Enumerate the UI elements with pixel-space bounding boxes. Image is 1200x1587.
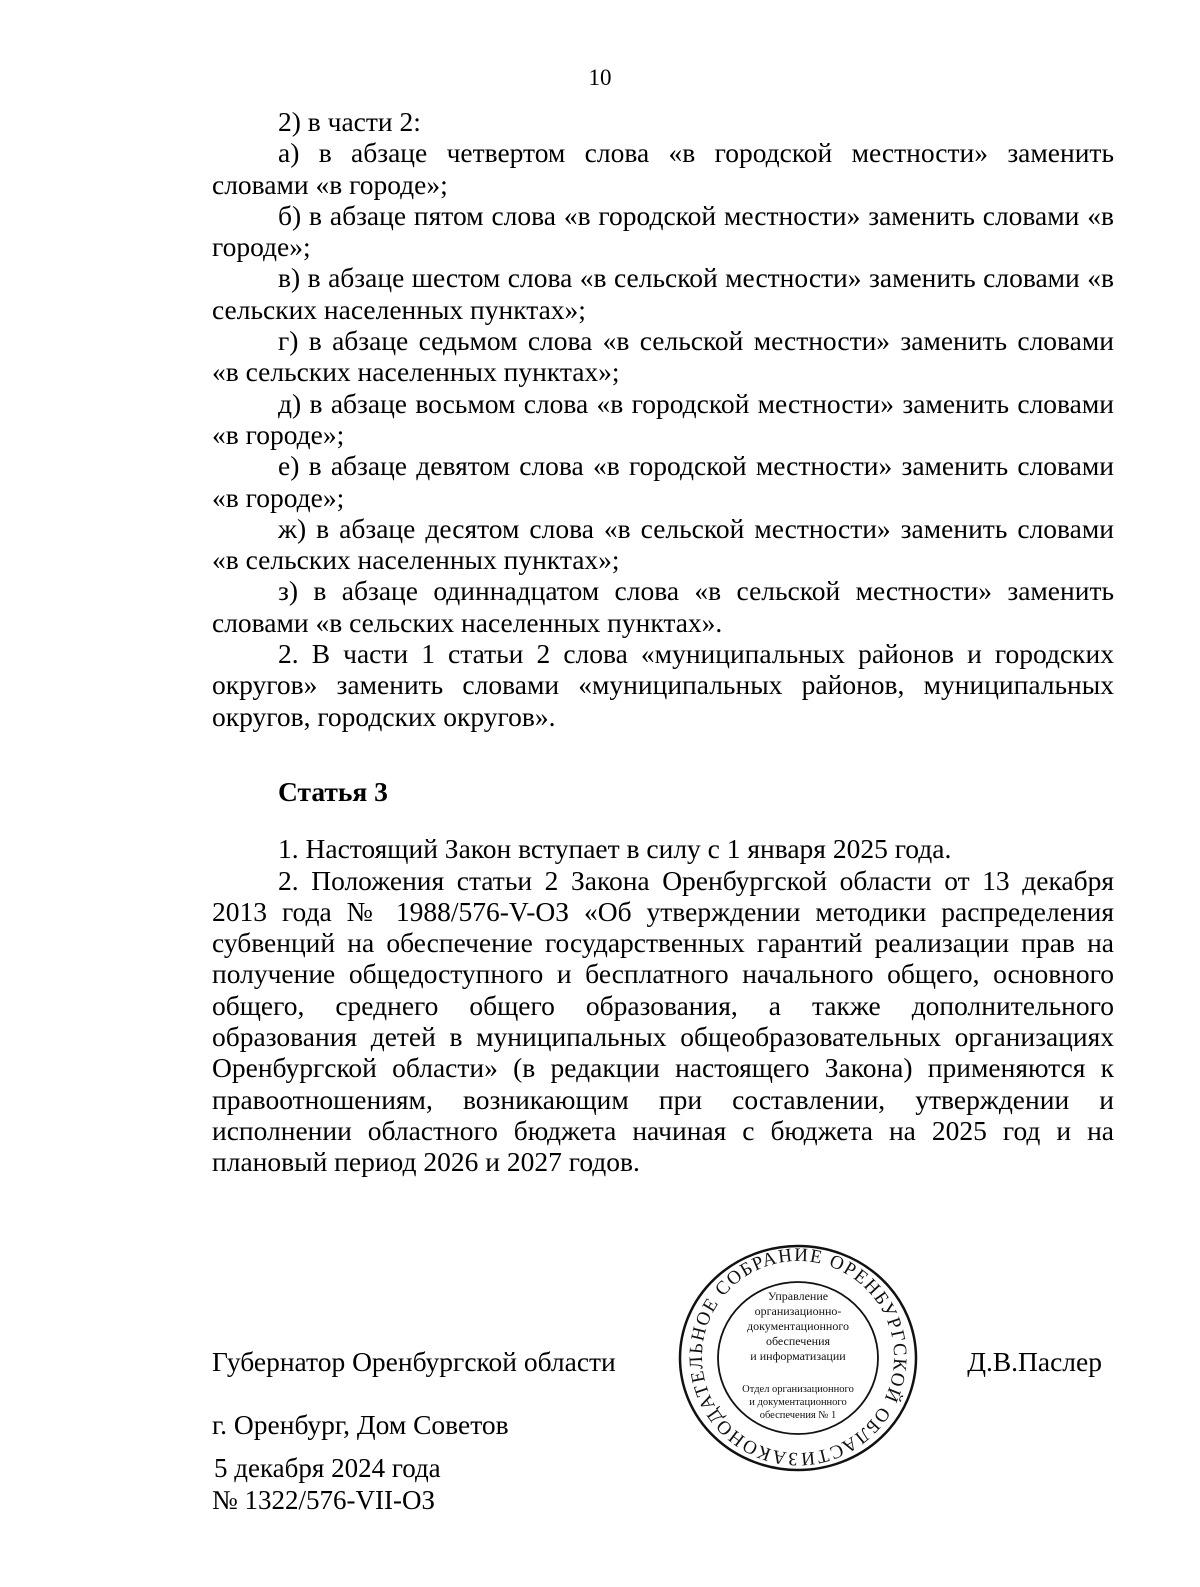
paragraph-item-z: з) в абзаце одиннадцатом слова «в сельской местности» заменить словами «в сельских населенных пунктах». (212, 575, 1114, 638)
seal-bottom-line: и документационного (749, 1397, 847, 1408)
page-number: 10 (588, 65, 612, 90)
paragraph-item-d: д) в абзаце восьмом слова «в городской местности» заменить словами «в городе»; (212, 387, 1114, 450)
article-3-paragraph-1: 1. Настоящий Закон вступает в силу с 1 января 2025 года. (278, 833, 952, 865)
paragraph-part2: 2) в части 2: (278, 106, 421, 137)
signatory-name: Д.В.Паслер (967, 1346, 1102, 1377)
paragraph-item-g: г) в абзаце седьмом слова «в сельской местности» заменить словами «в сельских населенных пунктах»; (212, 325, 1114, 388)
seal-inner-line: обеспечения (765, 1334, 831, 1348)
seal-inner-line: организационно- (754, 1304, 842, 1318)
seal-bottom-line: обеспечения № 1 (759, 1410, 837, 1421)
article-3-heading: Статья 3 (278, 775, 388, 807)
paragraph-item-e: е) в абзаце девятом слова «в городской местности» заменить словами «в городе»; (212, 450, 1114, 513)
seal-outer-text: ЗАКОНОДАТЕЛЬНОЕ СОБРАНИЕ ОРЕНБУРГСКОЙ ОБЛАСТИ (685, 1244, 911, 1470)
seal-inner-line: документационного (747, 1319, 849, 1333)
document-body (212, 106, 1114, 1178)
official-seal-stamp (677, 1243, 919, 1473)
seal-inner-line: и информатизации (750, 1349, 846, 1363)
signing-place: г. Оренбург, Дом Советов (212, 1409, 509, 1440)
seal-bottom-line: Отдел организационного (742, 1384, 854, 1395)
paragraph-item-zh: ж) в абзаце десятом слова «в сельской местности» заменить словами «в сельских населенных пунктах»; (212, 512, 1114, 576)
paragraph-item-v: в) в абзаце шестом слова «в сельской местности» заменить словами «в сельских населенных пунктах»; (212, 262, 1114, 325)
paragraph-item-a: а) в абзаце четвертом слова «в городской местности» заменить словами «в городе»; (212, 137, 1114, 200)
paragraph-item-b: б) в абзаце пятом слова «в городской местности» заменить словами «в городе»; (212, 199, 1114, 263)
article-3-paragraph-2: 2. Положения статьи 2 Закона Оренбургской области от 13 декабря 2013 года № 1988/576-V-ОЗ «Об утверждении методики распределения субвенций на обеспечение государственных гарантий реализации прав на получение общедоступного и бесплатного начального общего, основного общего, среднего общего образования, а также дополнительного образования детей в муниципальных общеобразовательных организациях Оренбургской области» (в редакции настоящего Закона) применяются к правоотношениям, возникающим при составлении, утверждении и исполнении областного бюджета начиная с бюджета на 2025 год и на плановый период 2026 и 2027 годов. (212, 864, 1114, 1178)
seal-inner-line: Управление (767, 1289, 829, 1303)
signing-date: 5 декабря 2024 года (214, 1453, 441, 1483)
signatory-position: Губернатор Оренбургской области (212, 1346, 616, 1377)
paragraph-article2-change: 2. В части 1 статьи 2 слова «муниципальных районов и городских округов» заменить словами «муниципальных районов, муниципальных округов, городских округов». (212, 638, 1114, 732)
law-number: № 1322/576-VII-ОЗ (212, 1485, 436, 1515)
